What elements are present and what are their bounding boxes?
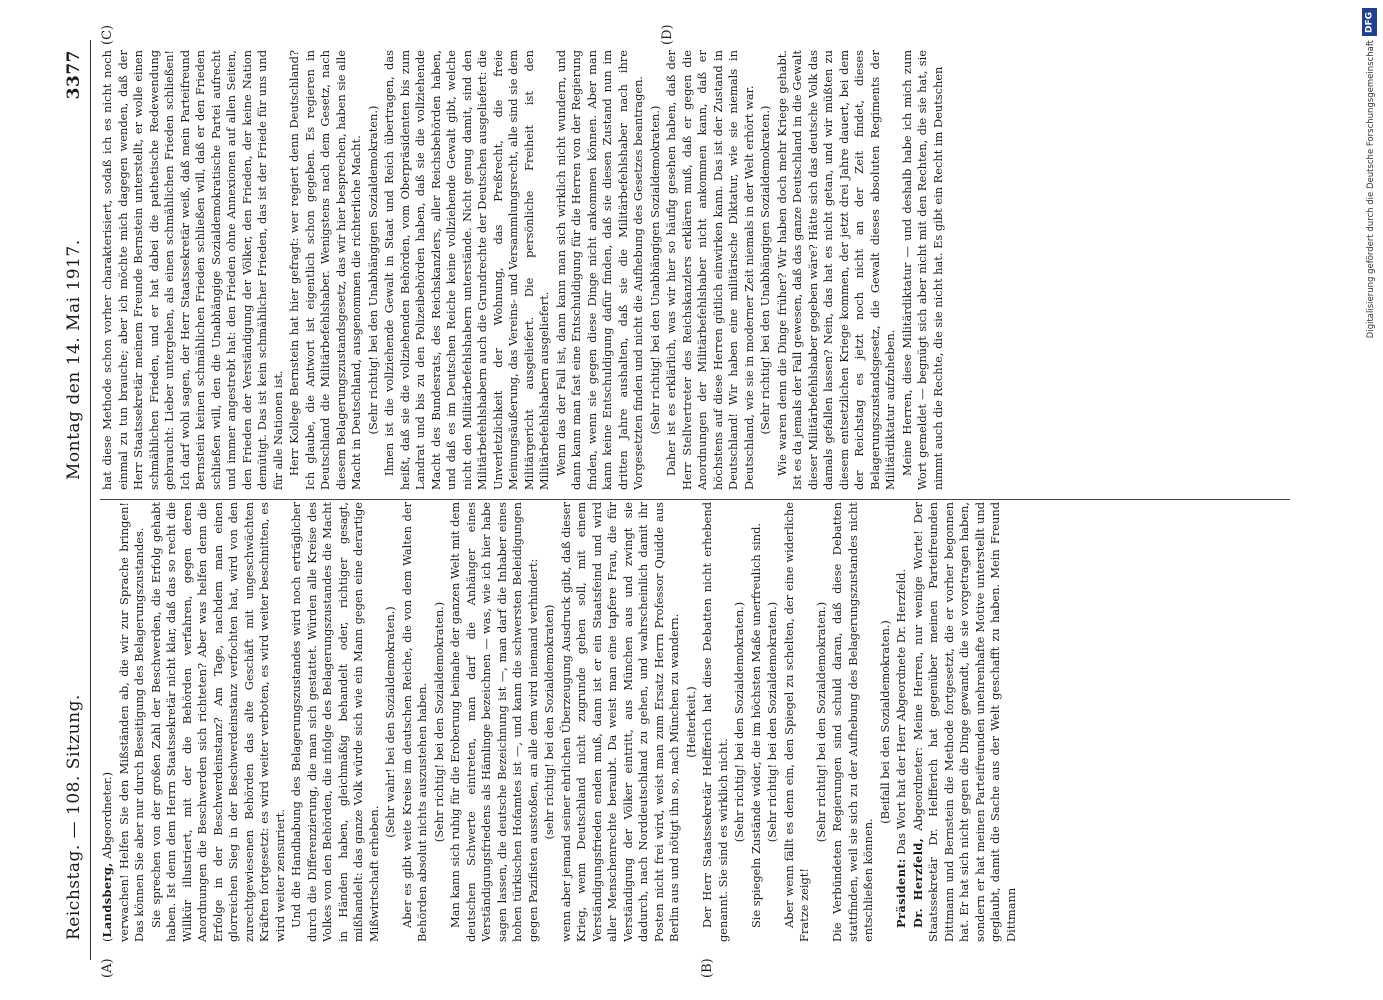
- interjection: (Sehr richtig! bei den Unabhängigen Sozialdemokraten.): [758, 105, 772, 435]
- speaker2-paragraph: [911, 502, 1020, 942]
- interjection: (Sehr richtig! bei den Sozialdemokraten.): [765, 601, 779, 843]
- dfg-logo: DFG: [1362, 8, 1377, 36]
- marker-c: (C): [100, 24, 115, 45]
- interjection: (Beifall bei den Sozialdemokraten.): [877, 620, 892, 824]
- interjection: (sehr richtig! bei den Sozialdemokraten): [542, 604, 556, 840]
- marker-b: (B): [700, 958, 715, 978]
- interjection: (Sehr richtig! bei den Unabhängigen Sozialdemokraten.): [647, 105, 662, 435]
- paragraph: Der Herr Staatssekretär Helfferich hat diese Debatten nicht erhebend genannt. Sie sind es wirklich nicht.: [700, 502, 730, 942]
- paragraph: Ihnen ist die vollziehende Gewalt in Staat und Reich übertragen, das heißt, daß sie die vollziehenden Behörden, vom Oberpräsidenten bis zum Landrat und bis zu den Polizeibehörden haben, daß sie die vollziehende Macht des Bundesrats, des Reichskanzlers, aller Reichsbehörden haben, und daß es im Deutschen Reiche keine vollziehende Gewalt gibt, welche nicht den Militärbefehlshabern unterstände. Nicht genug damit, sind den Militärbefehlshabern auch die Grundrechte der Deutschen ausgeliefert: die Unverletzlichkeit der Wohnung, das Preßrecht, die freie Meinungsäußerung, das Vereins- und Versammlungsrecht, alle sind sie dem Militärgericht ausgeliefert. Die persönliche Freiheit ist den Militärbefehlshabern ausgeliefert.: [382, 50, 551, 490]
- president-line: [894, 502, 910, 942]
- header-session: Reichstag. — 108. Sitzung.: [64, 694, 84, 940]
- header-date: Montag den 14. Mai 1917.: [64, 239, 84, 480]
- scanned-page: [60, 24, 1300, 978]
- paragraph: Sie spiegeln Zustände wider, die im höchsten Maße unerfreulich sind.: [748, 522, 763, 928]
- left-column: [100, 502, 1290, 942]
- digitization-stamp: [1355, 0, 1383, 1000]
- paragraph: hat diese Methode schon vorher charakterisiert, sodaß ich es nicht noch einmal zu tun brauche; aber ich möchte mich dagegen wenden, daß der Herr Staatssekretär meinem Freunde Bernstein unterstellt, er wolle einen schmählichen Frieden, und er hat dabei die pathetische Redewendung gebraucht: Lieber untergehen, als einen schmählichen Frieden schließen! Ich darf wohl sagen, der Herr Staatssekretär weiß, daß mein Parteifreund Bernstein keinen schmählichen Frieden schließen will, daß er den Frieden schließen will, den die Unabhängige Sozialdemokratische Partei aufrecht und immer angestrebt hat: den Frieden ohne Annexionen auf allen Seiten, den Frieden der Verständigung der Völker, den Frieden, der keine Nation demütigt. Das ist kein schmählicher Frieden, das ist der Friede für uns und für alle Nationen ist.: [100, 50, 285, 490]
- page-number: 3377: [64, 50, 84, 100]
- speaker-name: Landsberg,: [100, 862, 114, 938]
- paragraph: Herr Kollege Bernstein hat hier gefragt: wer regiert denn Deutschland? Ich glaube, die Antwort ist eigentlich schon gegeben. Es regieren in Deutschland die Militärbefehlshaber. Wenigstens nach dem Gesetz, nach diesem Belagerungszustandsgesetz, das wir hier besprechen, haben sie alle Macht in Deutschland, ausgenommen die richterliche Macht.: [287, 50, 363, 490]
- president-text: Das Wort hat der Herr Abgeordnete Dr. Herzfeld.: [894, 568, 908, 855]
- right-column: [100, 50, 1290, 490]
- paragraph: verwachen! Helfen Sie den Mißständen ab, die wir zur Sprache bringen! Das können Sie aber nur durch Beseitigung des Belagerungszustandes.: [116, 502, 146, 942]
- paragraph: Wie waren denn die Dinge früher? Wir haben doch mehr Kriege gehabt. Ist es da jemals der Fall gewesen, daß das ganze Deutschland in die Gewalt dieser Militärbefehlshaber gegeben wäre? Hätte sich das deutsche Volk das damals gefallen lassen? Nein, das hat es nicht getan, und wir müßten zu diesem entsetzlichen Kriege kommen, der jetzt drei Jahre dauert, bei dem der Reichstag es jetzt noch nicht an der Zeit findet, dieses Belagerungszustandsgesetz, die Gewalt dieses absoluten Regiments der Militärdiktatur aufzuheben.: [774, 50, 897, 490]
- interjection: (Sehr wahr! bei den Sozialdemokraten.): [383, 606, 397, 838]
- page-header: [60, 40, 91, 960]
- speaker-line: (Landsberg, Abgeordneter.): [100, 771, 114, 942]
- interjection: (Sehr richtig! bei den Unabhängigen Sozialdemokraten.): [365, 105, 380, 435]
- interjection: (Sehr richtig! bei den Sozialdemokraten.): [813, 601, 828, 843]
- president-label: Präsident:: [894, 858, 908, 928]
- paragraph: Und die Handhabung des Belagerungszustandes wird noch erträglicher durch die Differenzierung, die man sich gestattet. Würden alle Kreise des Volkes von den Behörden, die infolge des Belagerungszustandes die Macht in Händen haben, gleichmäßig behandelt oder, richtiger gesagt, mißhandelt: das ganze Volk würde sich wie ein Mann gegen eine derartige Mißwirtschaft erheben.: [289, 502, 381, 942]
- paragraph: Daher ist es erklärlich, was wir hier so häufig gesehen haben, daß der Herr Stellvertreter des Reichskanzlers erklären muß, daß er gegen die Anordnungen der Militärbefehlshaber nicht ankommen kann, daß er höchstens auf diese Herren gütlich einwirken kann. Das ist der Zustand in Deutschland! Wir haben eine militärische Diktatur, wie sie niemals in Deutschland, wie sie in moderner Zeit niemals in der Welt erhört war.: [664, 50, 756, 490]
- stamp-text: Digitalisierung gefördert durch die Deutsche Forschungsgemeinschaft: [1366, 40, 1376, 339]
- speaker2-name: Dr. Herzfeld,: [910, 837, 925, 928]
- paragraph: Aber wenn fällt es denn ein, den Spiegel zu schelten, der eine widerliche Fratze zeigt!: [781, 502, 811, 942]
- marker-d: (D): [660, 24, 675, 45]
- interjection: (Sehr richtig! bei den Sozialdemokraten.): [431, 601, 446, 843]
- paragraph: Meine Herren, diese Militärdiktatur — und deshalb habe ich mich zum Wort gemeldet — begnügt sich aber nicht mit den Rechten, die sie hat, sie nimmt auch die Rechte, die sie nicht hat. Es gibt ein Recht im Deutschen: [899, 50, 945, 490]
- paragraph: Die Verbündeten Regierungen sind schuld daran, daß diese Debatten stattfinden, weil sie sich zu der Aufhebung des Belagerungszustandes nicht entschließen können.: [830, 502, 875, 942]
- paragraph: Aber es gibt weite Kreise im deutschen Reiche, die von dem Walten der Behörden absolut nichts auszustehen haben.: [399, 502, 429, 942]
- speaker-role: Abgeordneter.): [100, 771, 114, 859]
- interjection: (Sehr richtig! bei den Sozialdemokraten.): [732, 601, 746, 843]
- speaker2-text: Abgeordneter: Meine Herren, nur wenige Worte! Der Staatssekretär Dr. Helfferich hat gegenüber meinen Parteifreunden Dittmann und Bernstein die Methode fortgesetzt, die er vorher begonnen hat. Er hat sich nicht gegen die Dinge gewandt, die sie vorgetragen haben, sondern er hat meinen Parteifreunden unehrenhafte Motive unterstellt und geglaubt, damit die Sache aus der Welt geschafft zu haben. Mein Freund Dittmann: [910, 502, 1018, 942]
- interjection: (Heiterkeit.): [683, 686, 698, 758]
- paragraph: Sie sprechen von der großen Zahl der Beschwerden, die Erfolg gehabt haben. Ist denn dem Herrn Staatssekretär nicht klar, daß das so recht die Willkür illustriert, mit der die Behörden verfahren, gegen deren Anordnungen die Beschwerden sich richteten? Aber was helfen denn die Erfolge in der Beschwerdeinstanz? Am Tage, nachdem man einen glorreichen Sieg in der Beschwerdeinstanz verfochten hat, wird von den zurechtgewiesenen Behörden das alte Geschäft mit ungeschwächten Kräften fortgesetzt: es wird weiter verboten, es wird weiter beschnitten, es wird weiter zensuriert.: [148, 502, 287, 942]
- paragraph: Man kann sich ruhig für die Eroberung beinahe der ganzen Welt mit dem deutschen Schwerte eintreten, man darf die Anhänger eines Verständigungsfriedens als Hämlinge bezeichnen — was, wie ich hier habe sagen lassen, die deutsche Bezeichnung ist —, man darf die Inhaber eines hohen türkischen Hofamtes ist —, und kann die schwersten Beleidigungen gegen Pazifisten ausstoßen, an alle dem wird niemand verhindert:: [448, 502, 540, 942]
- paragraph: wenn aber jemand seiner ehrlichen Überzeugung Ausdruck gibt, daß dieser Krieg, wenn Deutschland nicht zugrunde gehen soll, mit einem Verständigungsfrieden enden muß, dann ist er ein Staatsfeind und wird aller Menschenrechte beraubt. Da weist man eine tapfere Frau, die für Verständigung der Völker eintritt, aus München aus und zwingt sie dadurch, nach Norddeutschland zu gehen, und wahrscheinlich damit ihr Posten nicht frei wird, weist man zum Ersatz Herrn Professor Quidde aus Berlin aus und nötigt ihn so, nach München zu wandern.: [558, 502, 681, 942]
- marker-a: (A): [100, 958, 115, 978]
- paragraph: Wenn das der Fall ist, dann kann man sich wirklich nicht wundern, und dann kann man fast eine Entschuldigung für die Herren von der Regierung finden, wenn sie gegen diese Dinge nicht ankommen können. Aber man kann keine Entschuldigung dafür finden, daß sie diesen Zustand nun im dritten Jahre aushalten, daß sie die Militärbefehlshaber nach ihre Vorgesetzten finden und nicht die Aufhebung des Gesetzes beantragen.: [553, 50, 645, 490]
- column-divider: [100, 499, 1290, 500]
